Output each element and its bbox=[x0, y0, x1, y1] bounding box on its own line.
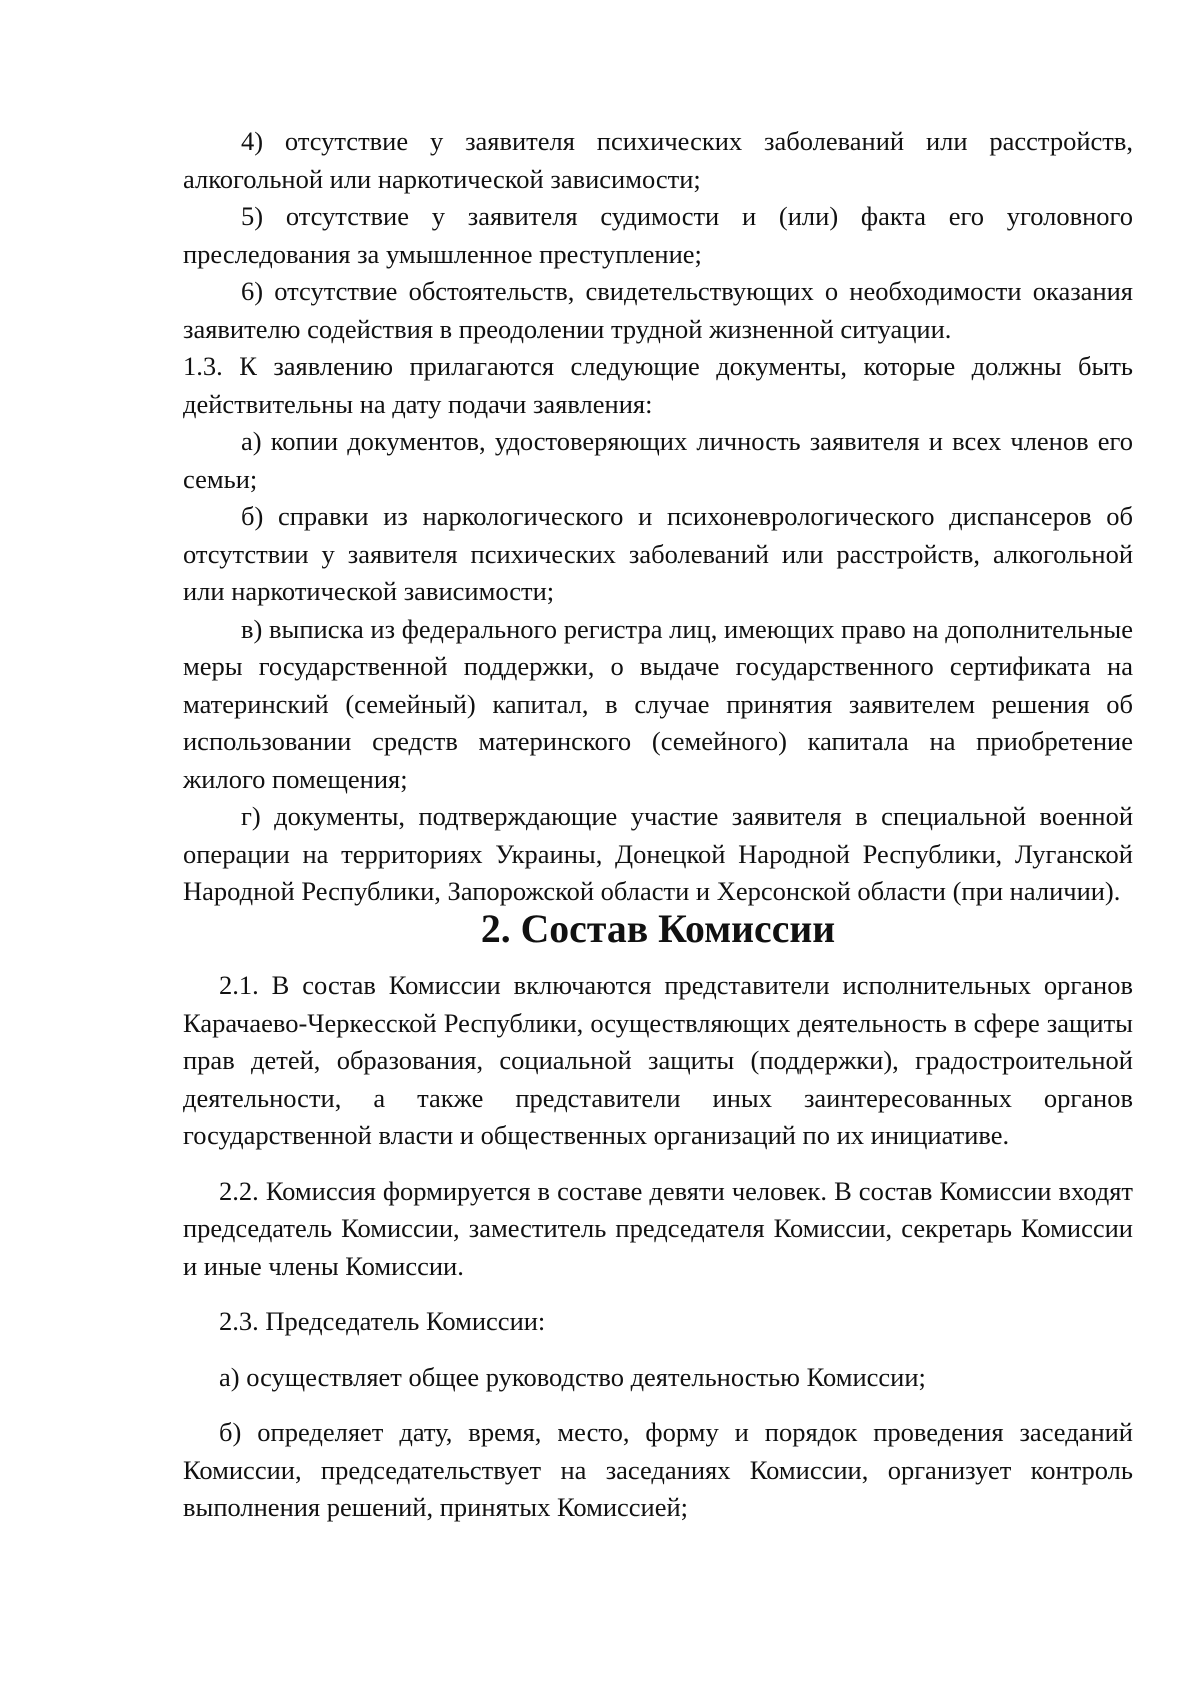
paragraph-2-3-b: б) определяет дату, время, место, форму и порядок проведения заседаний Комиссии, председательствует на заседаниях Комиссии, организует контроль выполнения решений, принятых Комиссией; bbox=[183, 1417, 1133, 1522]
paragraph-item-a: а) копии документов, удостоверяющих личность заявителя и всех членов его семьи; bbox=[183, 426, 1133, 494]
paragraph-2-1: 2.1. В состав Комиссии включаются представители исполнительных органов Карачаево-Черкесской Республики, осуществляющих деятельность в сфере защиты прав детей, образования, социальной защиты (поддержки), градостроительной деятельности, а также представители иных заинтересованных органов государственной власти и общественных организаций по их инициативе. bbox=[183, 970, 1133, 1150]
section-heading: 2. Состав Комиссии bbox=[480, 906, 836, 951]
paragraph-item-g: г) документы, подтверждающие участие заявителя в специальной военной операции на территориях Украины, Донецкой Народной Республики, Луганской Народной Республики, Запорожской области и Херсонской области (при наличии). bbox=[183, 801, 1133, 906]
paragraph-2-3: 2.3. Председатель Комиссии: bbox=[219, 1306, 546, 1336]
paragraph-item-4: 4) отсутствие у заявителя психических заболеваний или расстройств, алкогольной или наркотической зависимости; bbox=[183, 126, 1133, 194]
paragraph-item-6: 6) отсутствие обстоятельств, свидетельствующих о необходимости оказания заявителю содействия в преодолении трудной жизненной ситуации. bbox=[183, 276, 1133, 344]
paragraph-1-3: 1.3. К заявлению прилагаются следующие документы, которые должны быть действительны на дату подачи заявления: bbox=[183, 351, 1133, 419]
paragraph-2-3-a: а) осуществляет общее руководство деятельностью Комиссии; bbox=[219, 1361, 926, 1392]
paragraph-2-2: 2.2. Комиссия формируется в составе девяти человек. В состав Комиссии входят председатель Комиссии, заместитель председателя Комиссии, секретарь Комиссии и иные члены Комиссии. bbox=[183, 1175, 1133, 1281]
paragraph-item-b: б) справки из наркологического и психоневрологического диспансеров об отсутствии у заявителя психических заболеваний или расстройств, алкогольной или наркотической зависимости; bbox=[183, 501, 1133, 606]
paragraph-item-v: в) выписка из федерального регистра лиц, имеющих право на дополнительные меры государственной поддержки, о выдаче государственного сертификата на материнский (семейный) капитал, в случае принятия заявителем решения об использовании средств материнского (семейного) капитала на приобретение жилого помещения; bbox=[183, 613, 1133, 794]
document-body bbox=[183, 123, 1133, 1527]
paragraph-item-5: 5) отсутствие у заявителя судимости и (или) факта его уголовного преследования за умышленное преступление; bbox=[183, 201, 1133, 269]
